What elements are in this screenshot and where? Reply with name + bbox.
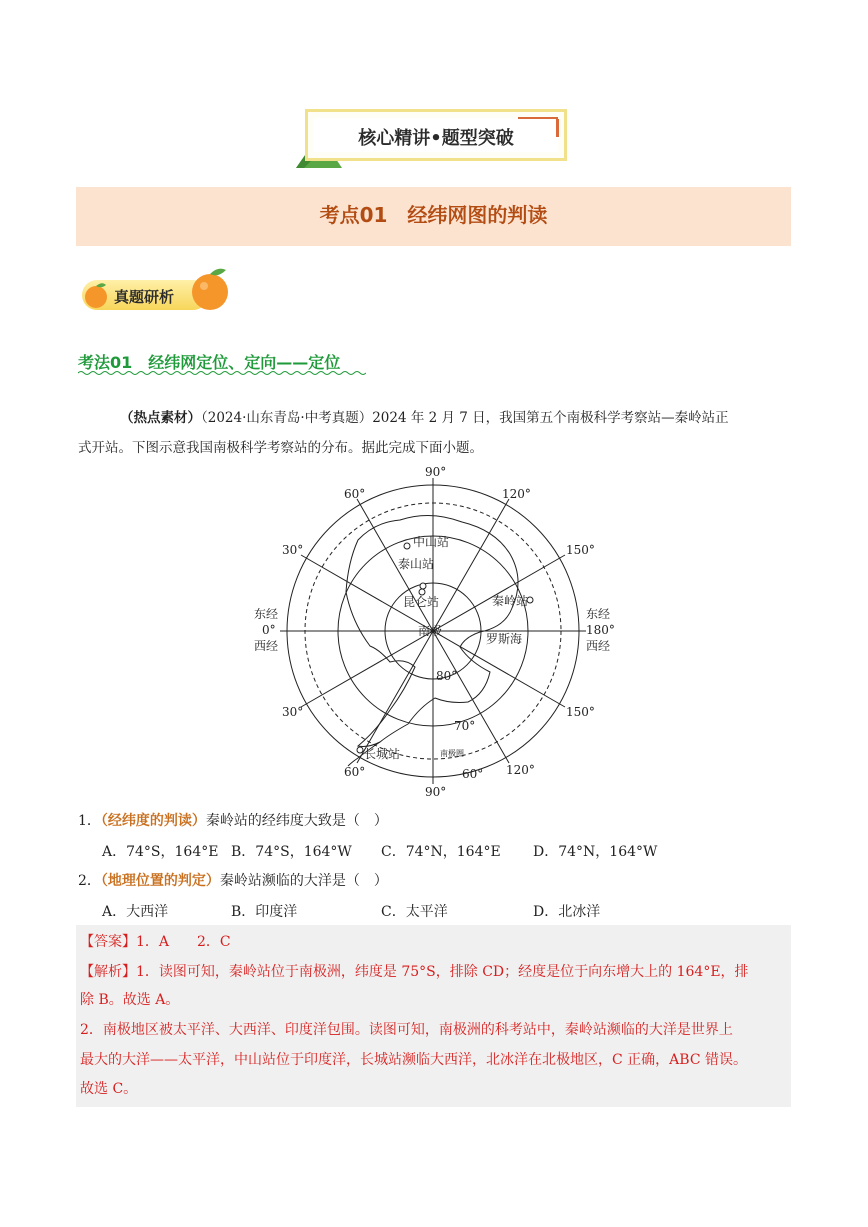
source-tag: （热点素材） bbox=[120, 410, 201, 426]
banner-title: 核心精讲•题型突破 bbox=[358, 128, 514, 149]
method-title: 考法01 经纬网定位、定向——定位 bbox=[78, 353, 341, 372]
q2-option-a[interactable]: A．大西洋 bbox=[102, 904, 169, 920]
question-1-number: 1． bbox=[78, 813, 101, 829]
label-inner-60: 60° bbox=[462, 767, 484, 781]
label-80: 80° bbox=[436, 669, 458, 683]
banner-accent-line bbox=[518, 117, 558, 119]
q1-option-c[interactable]: C．74°N，164°E bbox=[381, 844, 501, 860]
label-30-top: 30° bbox=[282, 543, 304, 557]
label-zhongshan: 中山站 bbox=[413, 535, 450, 549]
question-2 bbox=[78, 870, 388, 890]
q2-option-b[interactable]: B．印度洋 bbox=[231, 904, 298, 920]
analysis-line-1: 【解析】1．读图可知，秦岭站位于南极洲，纬度是 75°S，排除 CD；经度是位于向东增大上的 164°E，排 bbox=[80, 964, 749, 980]
label-150-top: 150° bbox=[566, 543, 595, 557]
q1-option-b[interactable]: B．74°S，164°W bbox=[231, 844, 352, 860]
wavy-underline bbox=[78, 370, 366, 376]
question-1 bbox=[78, 810, 388, 830]
label-90-top: 90° bbox=[425, 465, 447, 479]
zhongshan-marker bbox=[404, 543, 410, 549]
label-taishan: 泰山站 bbox=[398, 557, 435, 571]
antarctica-map bbox=[240, 462, 630, 802]
label-150-bottom: 150° bbox=[566, 705, 595, 719]
label-180: 180° bbox=[586, 623, 615, 637]
q2-option-c[interactable]: C．太平洋 bbox=[381, 904, 448, 920]
question-1-stem: 秦岭站的经纬度大致是（ ） bbox=[205, 813, 388, 829]
label-70: 70° bbox=[454, 719, 476, 733]
label-kunlun: 昆仑站 bbox=[403, 595, 440, 609]
orange-icon bbox=[190, 266, 232, 312]
taishan-marker bbox=[420, 583, 426, 589]
label-nanji: 南极 bbox=[418, 624, 443, 638]
label-120-bottom: 120° bbox=[506, 763, 535, 777]
label-0: 0° bbox=[262, 623, 276, 637]
label-rossea: 罗斯海 bbox=[486, 632, 523, 646]
analysis-line-4: 最大的大洋——太平洋，中山站位于印度洋，长城站濒临大西洋，北冰洋在北极地区，C 正确，ABC 错误。 bbox=[80, 1052, 747, 1068]
label-changcheng: 长城站 bbox=[364, 747, 401, 761]
label-east-left: 东经 bbox=[254, 607, 279, 621]
intro-line-2: 式开站。下图示意我国南极科学考察站的分布。据此完成下面小题。 bbox=[78, 440, 483, 456]
label-west-left: 西经 bbox=[254, 639, 279, 653]
intro-text-1: （2024·山东青岛·中考真题）2024 年 2 月 7 日，我国第五个南极科学考察站—秦岭站正 bbox=[201, 410, 729, 426]
label-60-top: 60° bbox=[344, 487, 366, 501]
pill-label: 真题研析 bbox=[114, 288, 175, 306]
analysis-line-3: 2．南极地区被太平洋、大西洋、印度洋包围。读图可知，南极洲的科考站中，秦岭站濒临的大洋是世界上 bbox=[80, 1022, 733, 1038]
label-120-top: 120° bbox=[502, 487, 531, 501]
question-2-number: 2． bbox=[78, 873, 101, 889]
answer-line: 【答案】1．A 2．C bbox=[80, 934, 231, 950]
label-60-bottom: 60° bbox=[344, 765, 366, 779]
analysis-line-2: 除 B。故选 A。 bbox=[80, 992, 180, 1008]
label-antarctic-circle: 南极圈 bbox=[440, 749, 464, 758]
label-west-right: 西经 bbox=[586, 639, 611, 653]
question-2-stem: 秦岭站濒临的大洋是（ ） bbox=[219, 873, 388, 889]
question-1-tag: （经纬度的判读） bbox=[100, 813, 206, 829]
orange-icon bbox=[82, 280, 112, 310]
q2-option-d[interactable]: D．北冰洋 bbox=[533, 904, 601, 920]
intro-line-1 bbox=[78, 403, 790, 433]
question-2-tag: （地理位置的判定） bbox=[100, 873, 220, 889]
label-90-bottom: 90° bbox=[425, 785, 447, 799]
analysis-line-5: 故选 C。 bbox=[80, 1081, 138, 1097]
label-east-right: 东经 bbox=[586, 607, 611, 621]
q1-option-d[interactable]: D．74°N，164°W bbox=[533, 844, 658, 860]
changcheng-marker bbox=[357, 747, 363, 753]
label-qinling: 秦岭站 bbox=[492, 594, 529, 608]
label-30-bottom: 30° bbox=[282, 705, 304, 719]
q1-option-a[interactable]: A．74°S，164°E bbox=[102, 844, 219, 860]
section-title: 考点01 经纬网图的判读 bbox=[319, 203, 548, 227]
